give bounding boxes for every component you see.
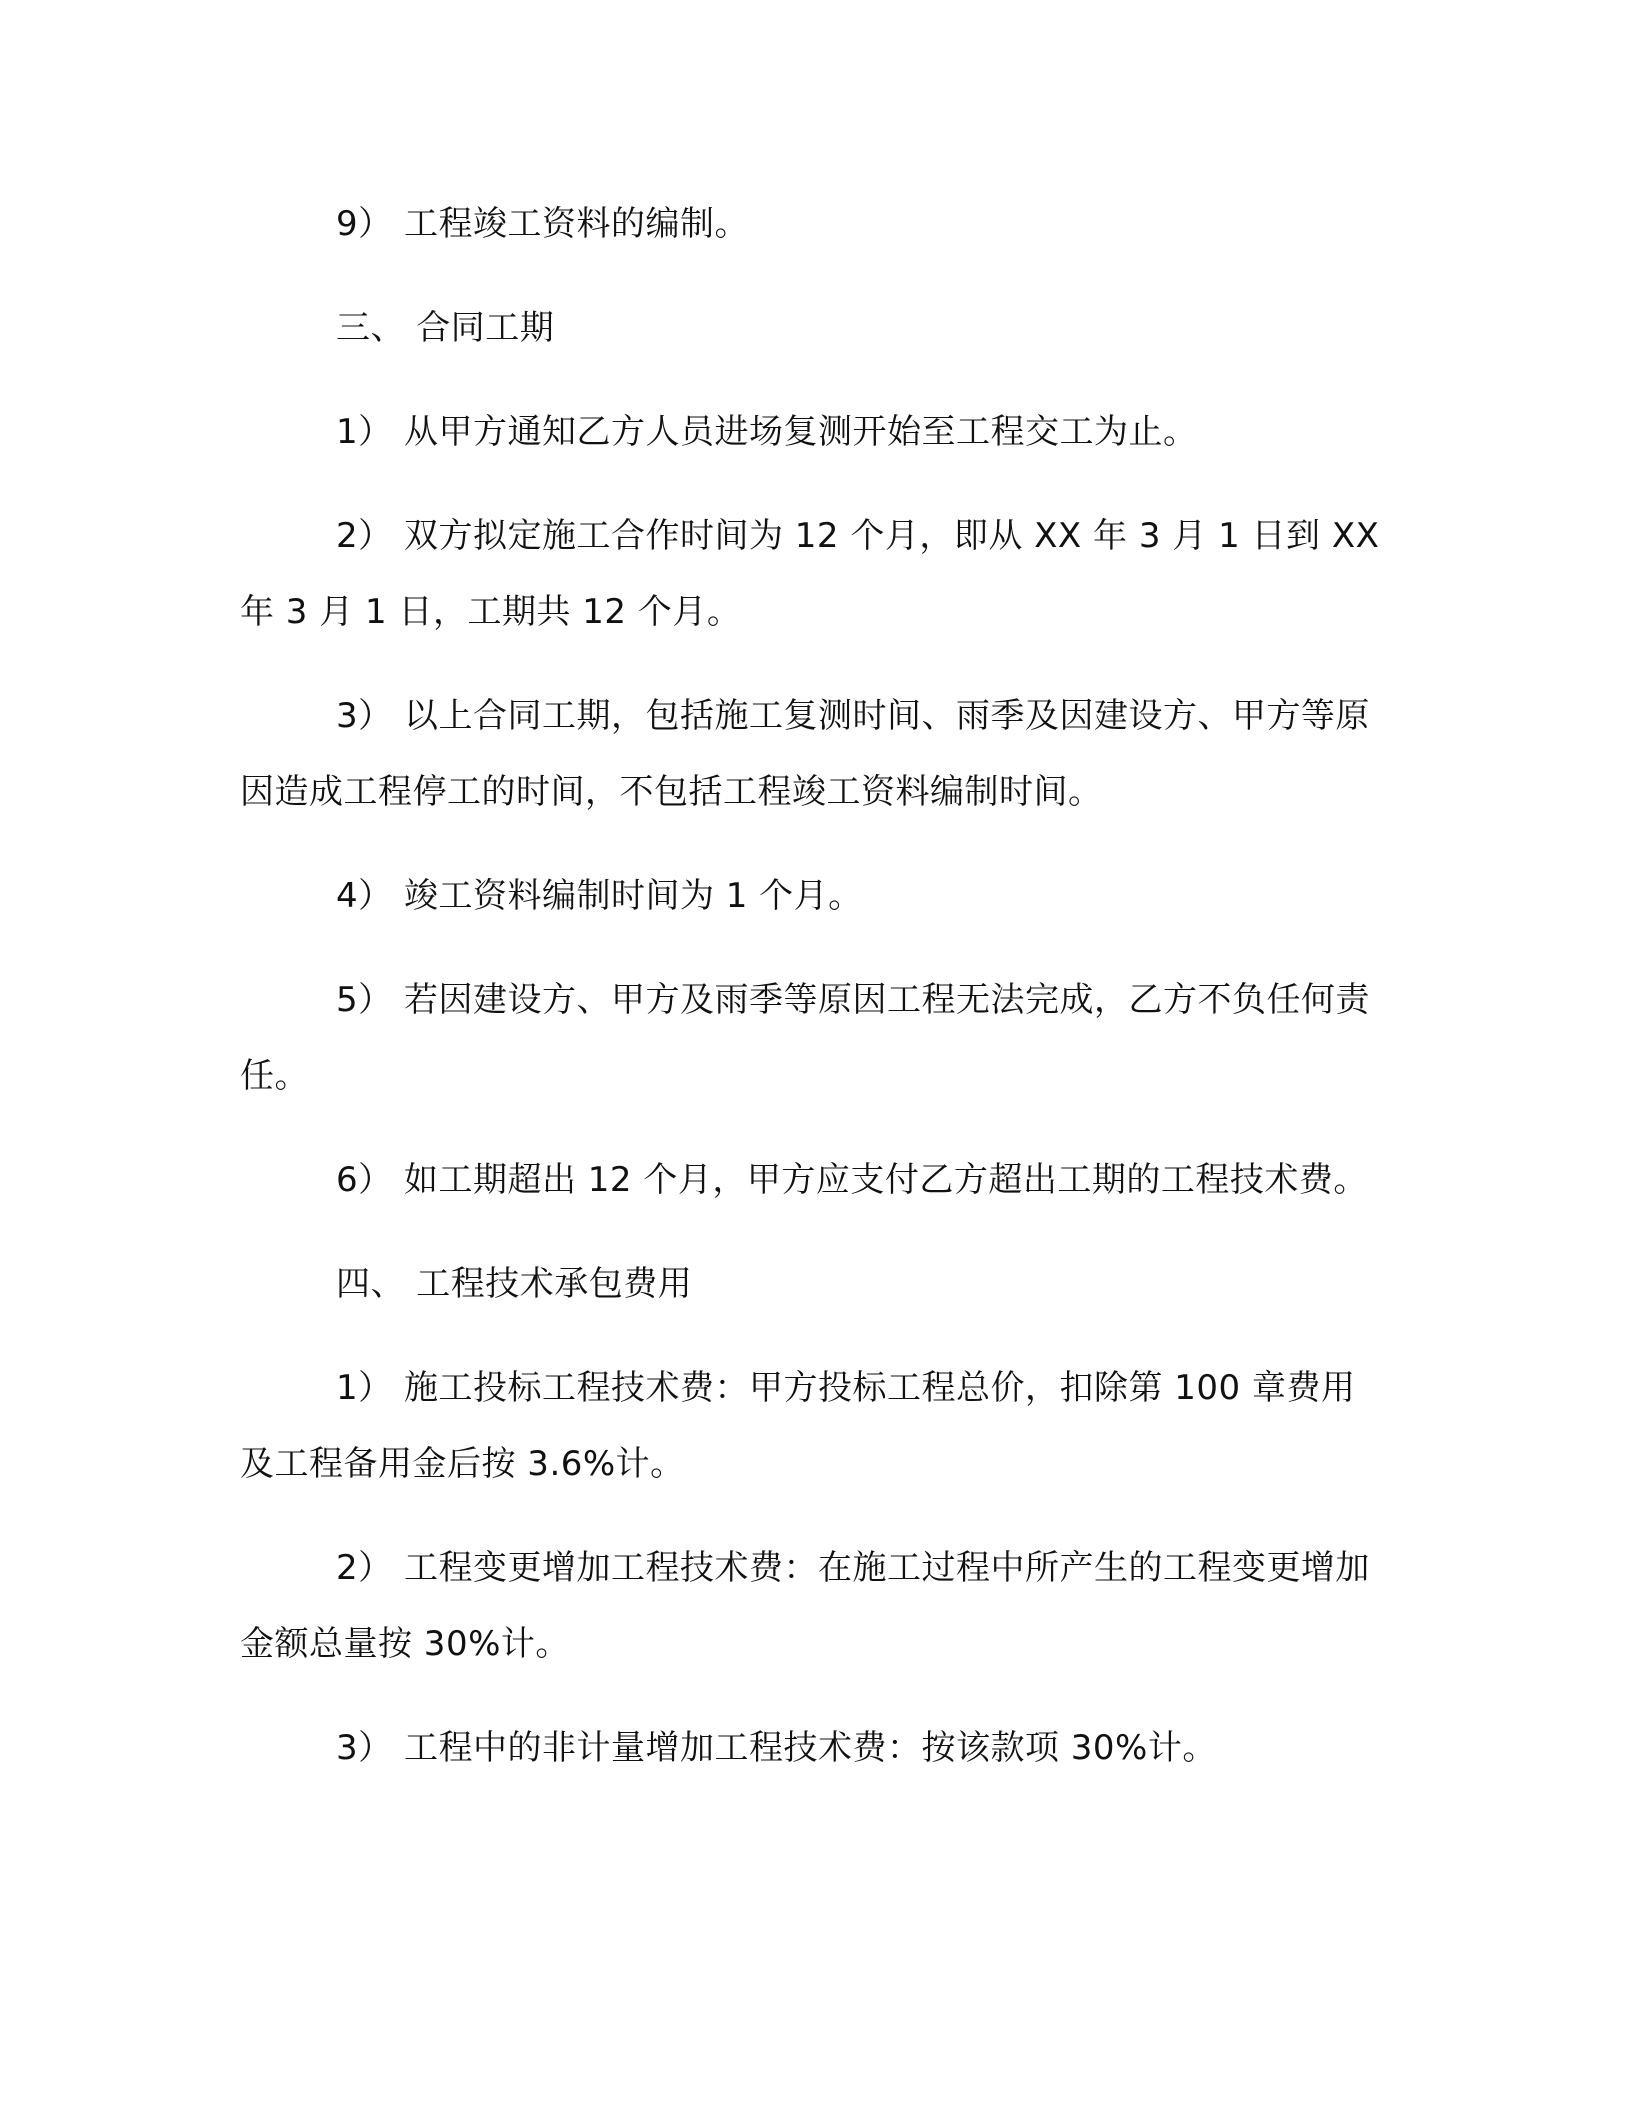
paragraph-1: 9） 工程竣工资料的编制。 [336,204,749,244]
paragraph-gap [240,1114,1380,1142]
paragraph-8: 6） 如工期超出 12 个月，甲方应支付乙方超出工期的工程技术费。 [336,1160,1368,1200]
paragraph-gap [240,1682,1380,1710]
section-heading-fees: 四、 工程技术承包费用 [336,1264,693,1304]
document-body [240,186,1380,1786]
paragraph-5: 3） 以上合同工期，包括施工复测时间、雨季及因建设方、甲方等原因造成工程停工的时间，不包括工程竣工资料编制时间。 [240,696,1370,812]
paragraph-gap [240,1322,1380,1350]
paragraph-6: 4） 竣工资料编制时间为 1 个月。 [336,876,863,916]
paragraph-gap [240,262,1380,290]
section-heading-contract-period: 三、 合同工期 [336,308,555,348]
paragraph-10: 1） 施工投标工程技术费：甲方投标工程总价，扣除第 100 章费用及工程备用金后按 3.6%计。 [240,1368,1356,1484]
paragraph-gap [240,470,1380,498]
paragraph-gap [240,1502,1380,1530]
paragraph-4: 2） 双方拟定施工合作时间为 12 个月，即从 XX 年 3 月 1 日到 XX 年 3 月 1 日，工期共 12 个月。 [240,516,1380,632]
paragraph-11: 2） 工程变更增加工程技术费：在施工过程中所产生的工程变更增加金额总量按 30%计。 [240,1548,1370,1664]
paragraph-7: 5） 若因建设方、甲方及雨季等原因工程无法完成，乙方不负任何责任。 [240,980,1370,1096]
paragraph-gap [240,830,1380,858]
paragraph-gap [240,650,1380,678]
paragraph-gap [240,934,1380,962]
paragraph-gap [240,1218,1380,1246]
paragraph-3: 1） 从甲方通知乙方人员进场复测开始至工程交工为止。 [336,412,1198,452]
paragraph-gap [240,366,1380,394]
paragraph-12: 3） 工程中的非计量增加工程技术费：按该款项 30%计。 [336,1728,1217,1768]
